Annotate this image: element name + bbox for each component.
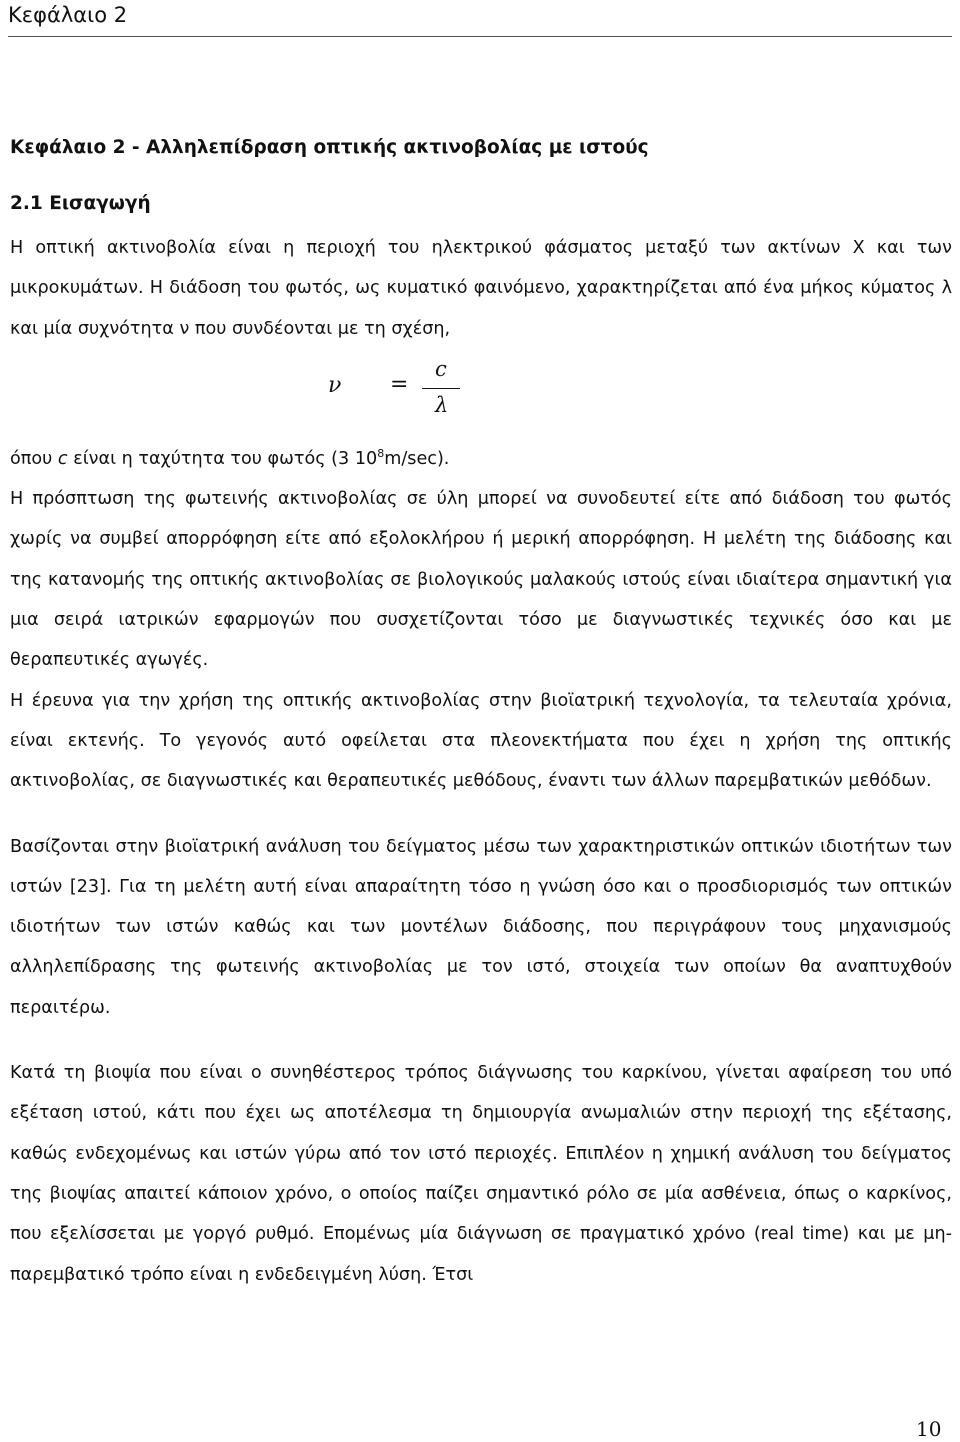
note-exponent: 8	[377, 447, 385, 461]
page-number: 10	[916, 1417, 942, 1441]
equation-numerator: c	[435, 356, 447, 381]
page-header	[8, 0, 952, 37]
paragraph-4: Κατά τη βιοψία που είναι ο συνηθέστερος τρόπος διάγνωσης του καρκίνου, γίνεται αφαίρεση του υπό εξέταση ιστού, κάτι που έχει ως αποτέλεσμα τη δημιουργία ανωμαλιών στην περιοχή της εξέτασης, καθώς ενδεχομένως και ιστών γύρω από τον ιστό περιοχές. Επιπλέον η χημική ανάλυση του δείγματος της βιοψίας απαιτεί κάποιον χρόνο, ο οποίος παίζει σημαντικό ρόλο σε μία ασθένεια, όπως ο καρκίνος, που εξελίσσεται με γοργό ρυθμό. Επομένως μία διάγνωση σε πραγματικό χρόνο (real time) και με μη-παρεμβατικό τρόπο είναι η ενδεδειγμένη λύση. Έτσι	[10, 1063, 952, 1285]
chapter-title: Κεφάλαιο 2 - Αλληλεπίδραση οπτικής ακτινοβολίας με ιστούς	[10, 137, 649, 158]
paragraph-3: Βασίζονται στην βιοϊατρική ανάλυση του δείγματος μέσω των χαρακτηριστικών οπτικών ιδιοτήτων των ιστών [23]. Για τη μελέτη αυτή είναι απαραίτητη τόσο η γνώση όσο και ο προσδιορισμός των οπτικών ιδιοτήτων των ιστών καθώς και των μοντέλων διάδοσης, που περιγράφουν τους μηχανισμούς αλληλεπίδρασης της φωτεινής ακτινοβολίας με τον ιστό, στοιχεία των οποίων θα αναπτυχθούν περαιτέρω.	[10, 836, 952, 1018]
header-title: Κεφάλαιο 2	[8, 3, 128, 27]
page-body	[10, 128, 952, 1295]
equation-lhs: ν	[328, 372, 342, 398]
intro-paragraph: Η οπτική ακτινοβολία είναι η περιοχή του ηλεκτρικού φάσματος μεταξύ των ακτίνων Χ και των μικροκυμάτων. Η διάδοση του φωτός, ως κυματικό φαινόμενο, χαρακτηρίζεται από ένα μήκος κύματος λ και μία συχνότητα ν που συνδέονται με τη σχέση,	[10, 238, 952, 339]
note-text: είναι η ταχύτητα του φωτός (3 10	[73, 448, 378, 469]
equation-denominator: λ	[435, 392, 449, 417]
paragraph-1: Η πρόσπτωση της φωτεινής ακτινοβολίας σε ύλη μπορεί να συνοδευτεί είτε από διάδοση του φωτός χωρίς να συμβεί απορρόφηση είτε από εξολοκλήρου ή μερική απορρόφηση. Η μελέτη της διάδοσης και της κατανομής της οπτικής ακτινοβολίας σε βιολογικούς μαλακούς ιστούς είναι ιδιαίτερα σημαντική για μια σειρά ιατρικών εφαρμογών που συσχετίζονται τόσο με διαγνωστικές τεχνικές όσο και με θεραπευτικές αγωγές.	[10, 489, 952, 671]
paragraph-2: Η έρευνα για την χρήση της οπτικής ακτινοβολίας στην βιοϊατρική τεχνολογία, τα τελευταία χρόνια, είναι εκτενής. Το γεγονός αυτό οφείλεται στα πλεονεκτήματα που έχει η χρήση της οπτικής ακτινοβολίας, σε διαγνωστικές και θεραπευτικές μεθόδους, έναντι των άλλων παρεμβατικών μεθόδων.	[10, 690, 952, 792]
note-prefix: όπου	[10, 448, 53, 469]
frequency-equation	[10, 349, 952, 439]
fraction-bar	[422, 388, 460, 390]
note-symbol: c	[57, 448, 68, 469]
section-title: 2.1 Εισαγωγή	[10, 193, 151, 214]
note-suffix: m/sec).	[384, 448, 450, 469]
equation-equals: =	[390, 371, 409, 397]
speed-of-light-note	[10, 439, 952, 479]
